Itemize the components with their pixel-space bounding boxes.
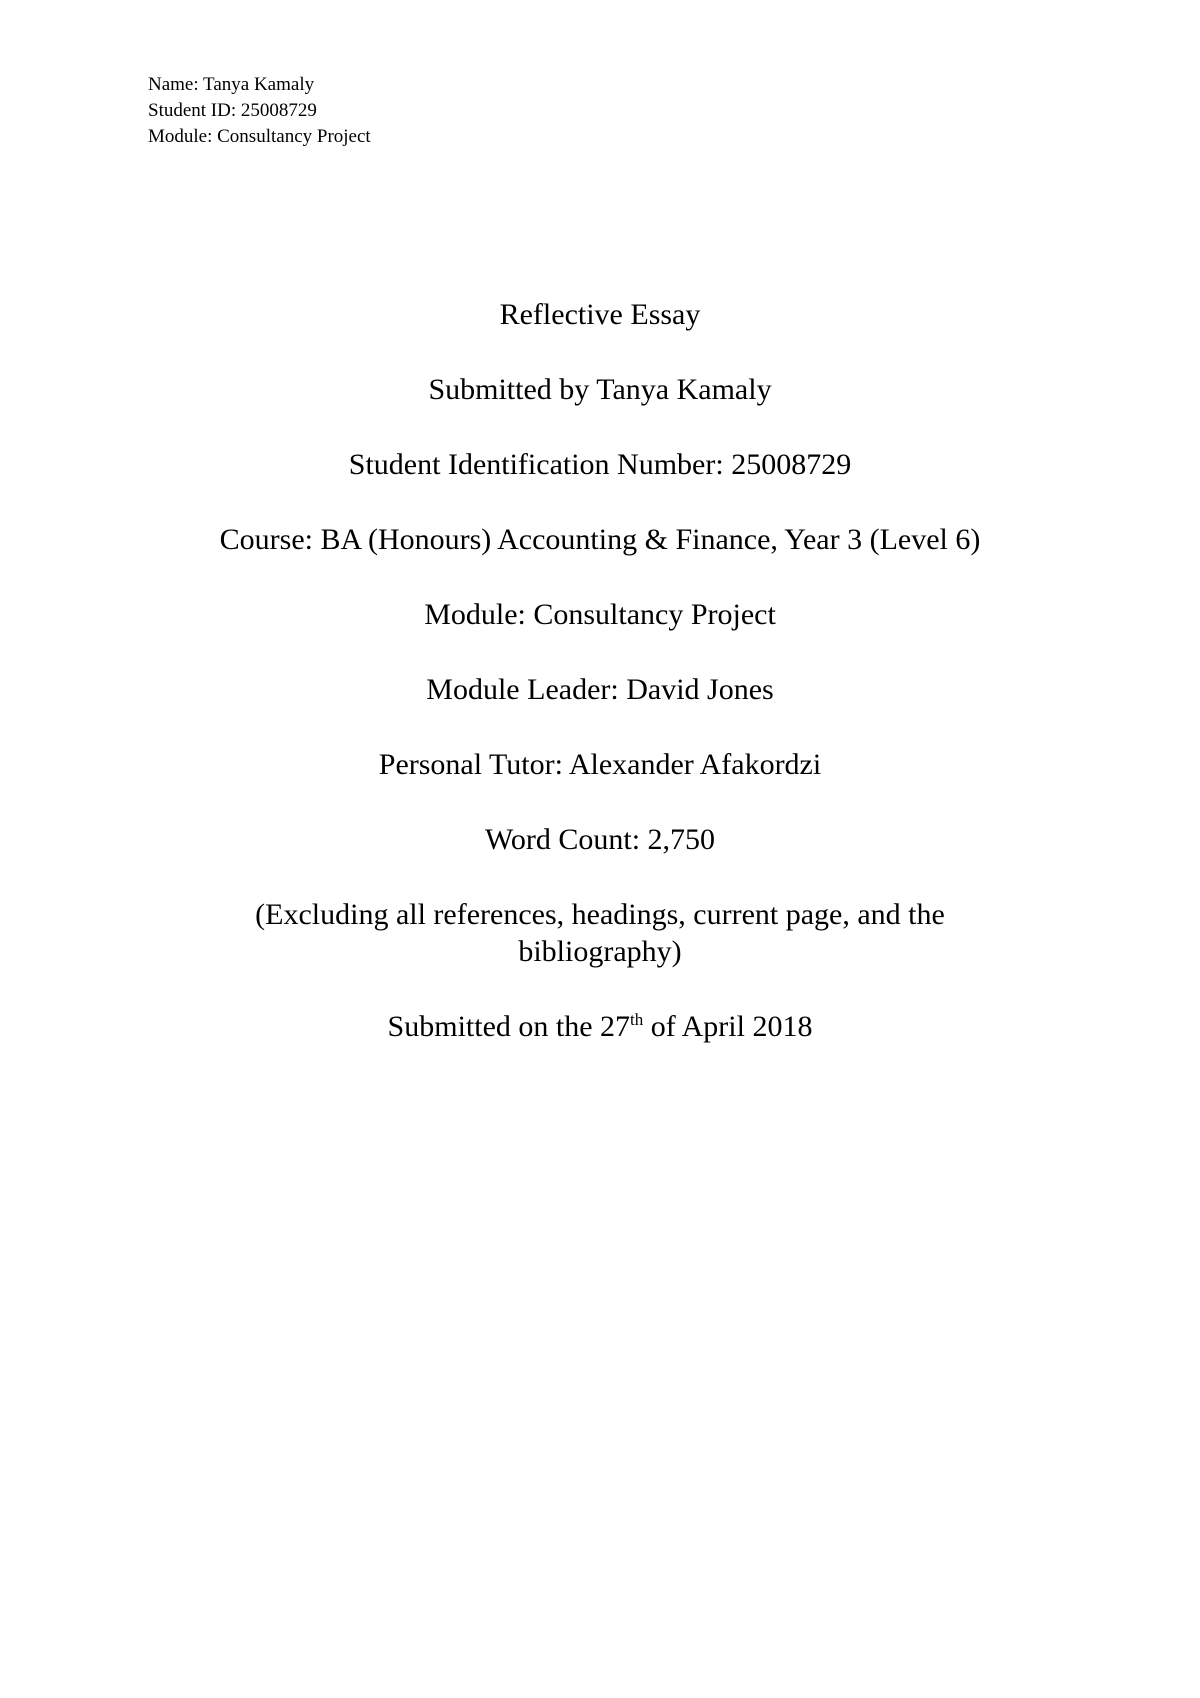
submitted-by: Submitted by Tanya Kamaly: [428, 373, 772, 406]
submission-date-prefix: Submitted on the 27: [387, 1010, 631, 1043]
header-module: Module: Consultancy Project: [148, 126, 371, 147]
header-student-id: Student ID: 25008729: [148, 100, 317, 121]
submission-date-suffix: of April 2018: [643, 1010, 813, 1043]
module: Module: Consultancy Project: [424, 598, 776, 631]
course: Course: BA (Honours) Accounting & Finance, Year 3 (Level 6): [219, 523, 981, 556]
personal-tutor: Personal Tutor: Alexander Afakordzi: [378, 748, 822, 781]
exclusion-note: (Excluding all references, headings, current page, and the bibliography): [255, 898, 945, 968]
header-name: Name: Tanya Kamaly: [148, 74, 315, 95]
word-count: Word Count: 2,750: [484, 823, 716, 856]
document-header: [148, 72, 371, 150]
title-page: [0, 296, 1200, 1083]
submission-date: [0, 1008, 1200, 1045]
essay-title: Reflective Essay: [499, 298, 701, 331]
module-leader: Module Leader: David Jones: [426, 673, 774, 706]
submission-date-ordinal: th: [630, 1010, 644, 1029]
student-identification-number: Student Identification Number: 25008729: [348, 448, 852, 481]
